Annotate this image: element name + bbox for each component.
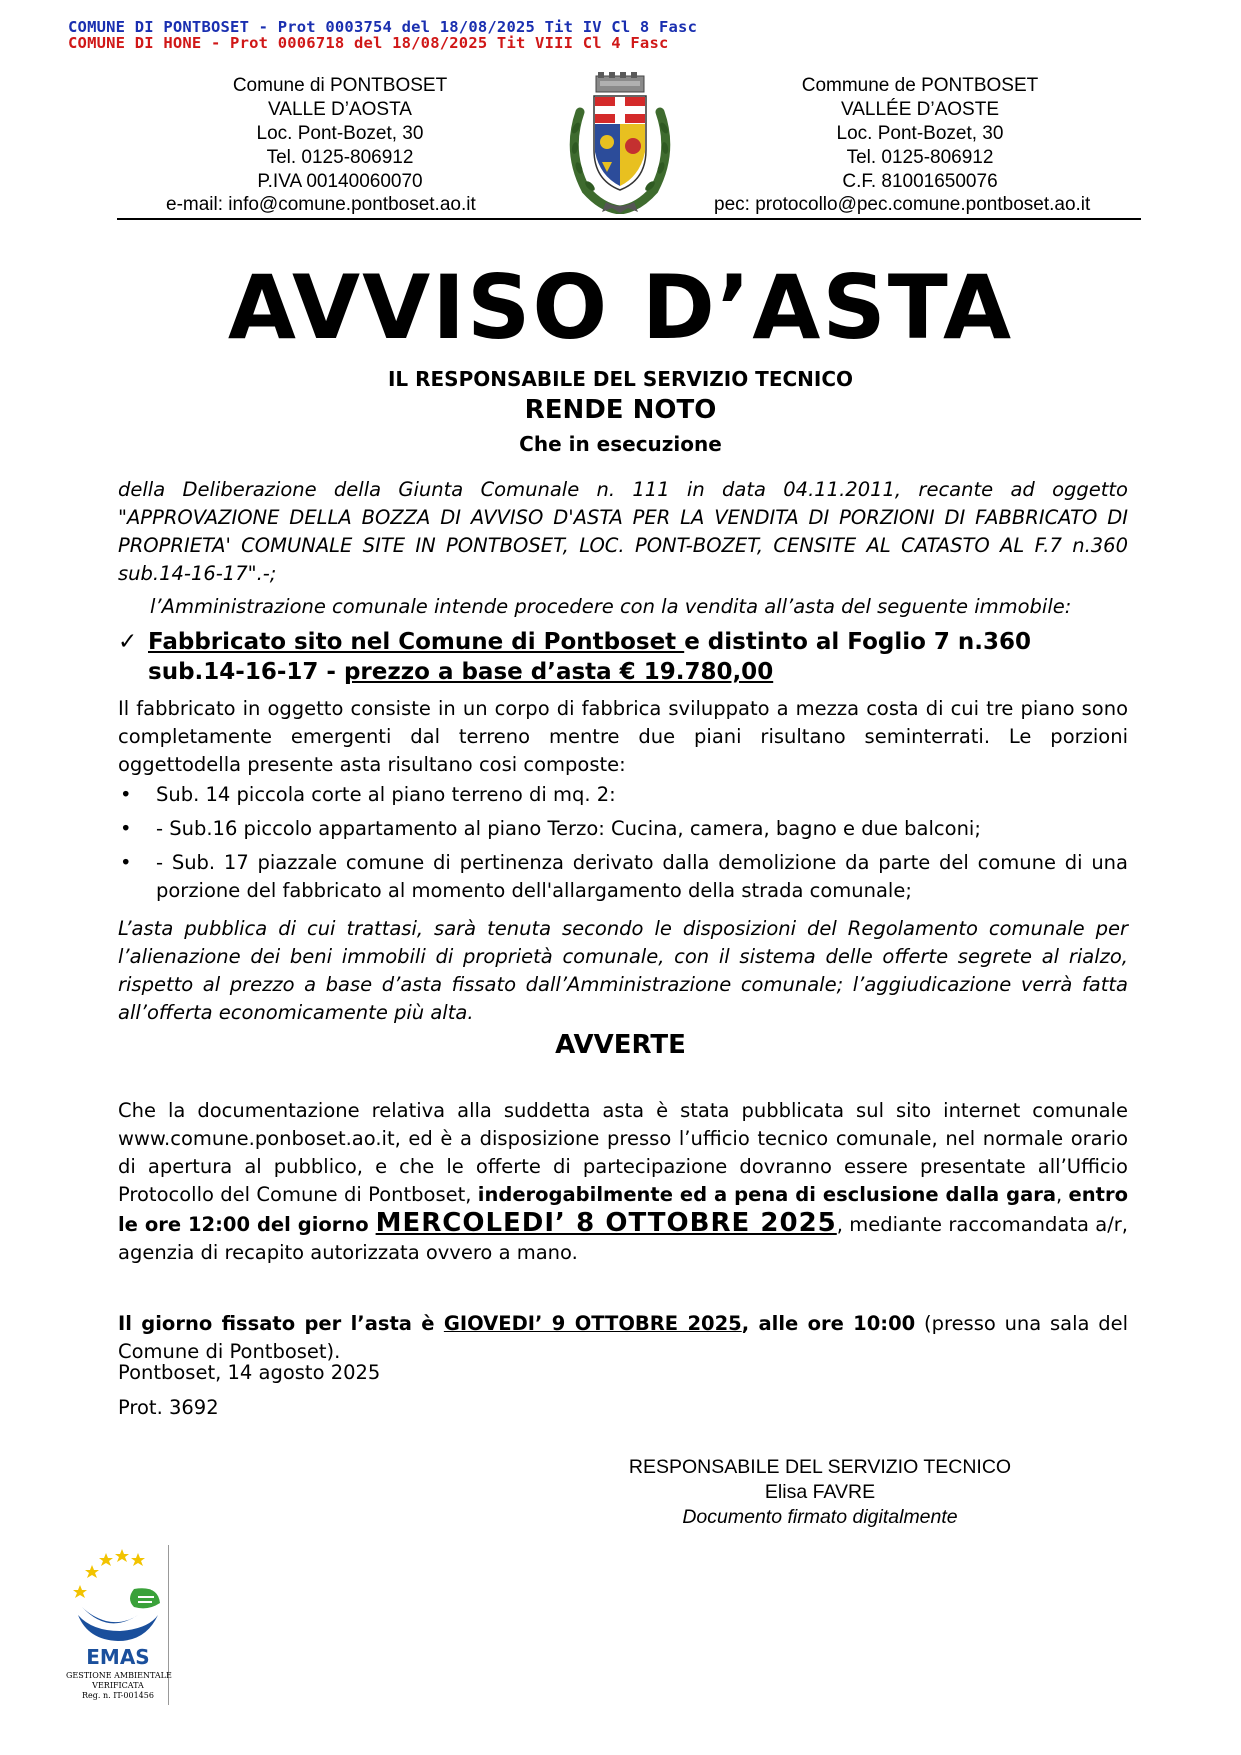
delivery-methods: , mediante raccomandata a/r, agenzia di recapito autorizzata ovvero a mano. (118, 1213, 1128, 1264)
checkmark-icon: ✓ (118, 629, 138, 655)
protocol-stamp-hone: COMUNE DI HONE - Prot 0006718 del 18/08/2025 Tit VIII Cl 4 Fasc (68, 34, 669, 52)
auction-location: (presso una sala del Comune di Pontboset). (118, 1312, 1129, 1363)
municipal-crest-icon (562, 72, 678, 214)
signature-note: Documento firmato digitalmente (682, 1506, 958, 1528)
auction-date-label: Il giorno fissato per l’asta è (118, 1312, 444, 1335)
emas-line: VERIFICATA (92, 1681, 144, 1690)
place-date: Pontboset, 14 agosto 2025 (118, 1361, 381, 1384)
letterhead-right-line: C.F. 81001650076 (842, 171, 998, 192)
list-item (118, 815, 1128, 843)
bullet-icon: • (120, 817, 132, 840)
signature-name: Elisa FAVRE (764, 1481, 876, 1503)
auction-date-paragraph (118, 1310, 1128, 1366)
letterhead-pec: pec: protocollo@pec.comune.pontboset.ao.it (714, 194, 1091, 215)
letterhead-left-line: Comune di PONTBOSET (232, 75, 448, 96)
auction-terms-paragraph: L’asta pubblica di cui trattasi, sarà tenuta secondo le disposizioni del Regolamento comunale per l’alienazione dei beni immobili di proprietà comunale, con il sistema delle offerte segrete al rialzo, rispetto al prezzo a base d’asta fissato dall’Amministrazione comunale; l’aggiudicazione verrà fatta all’offerta economicamente più alta. (118, 917, 1128, 1024)
protocol-number: Prot. 3692 (118, 1396, 219, 1419)
protocol-stamp-pontboset: COMUNE DI PONTBOSET - Prot 0003754 del 18/08/2025 Tit IV Cl 8 Fasc (68, 18, 698, 36)
rende-noto-heading: RENDE NOTO (524, 395, 717, 425)
letterhead-email: e-mail: info@comune.pontboset.ao.it (166, 194, 476, 215)
list-item-text: - Sub. 17 piazzale comune di pertinenza derivato dalla demolizione da parte del comune di una porzione del fabbricato al momento dell'allargamento della strada comunale; (156, 851, 1128, 902)
letterhead-left-line: VALLE D’AOSTA (268, 99, 412, 120)
property-item-text (118, 627, 1128, 687)
letterhead-left-line: Tel. 0125-806912 (266, 147, 414, 168)
esecuzione-heading: Che in esecuzione (519, 432, 722, 456)
header-divider (117, 218, 1141, 220)
subunit-list (118, 781, 1128, 905)
avverte-heading: AVVERTE (555, 1030, 686, 1060)
description-paragraph: Il fabbricato in oggetto consiste in un corpo di fabbrica sviluppato a mezza costa di cui tre piano sono completamente emergenti dal terreno mentre due piani risultano seminterrati. Le porzioni oggettodella presente asta risultano cosi composte: (118, 697, 1128, 776)
list-item-text: - Sub.16 piccolo appartamento al piano Terzo: Cucina, camera, bagno e due balconi; (156, 817, 981, 840)
list-item-text: Sub. 14 piccola corte al piano terreno di mq. 2: (156, 783, 616, 806)
list-item (118, 781, 1128, 809)
bullet-icon: • (120, 783, 132, 806)
letterhead-left-line: P.IVA 00140060070 (257, 171, 423, 192)
deadline-time: entro le ore 12:00 del giorno (118, 1183, 1128, 1236)
deadline-date: MERCOLEDI’ 8 OTTOBRE 2025 (375, 1208, 837, 1238)
emas-line: Reg. n. IT-001456 (82, 1691, 154, 1700)
emas-line: GESTIONE AMBIENTALE (66, 1671, 172, 1680)
letterhead-right-line: Commune de PONTBOSET (801, 75, 1039, 96)
auction-date: GIOVEDI’ 9 OTTOBRE 2025 (443, 1312, 742, 1335)
letterhead-right-line: VALLÉE D’AOSTE (840, 99, 1000, 120)
auction-time: , alle ore 10:00 (741, 1312, 916, 1335)
documentation-paragraph (118, 1097, 1128, 1267)
emas-label: EMAS (86, 1645, 150, 1669)
letterhead-right-line: Tel. 0125-806912 (846, 147, 994, 168)
intro-paragraph: l’Amministrazione comunale intende procedere con la vendita all’asta del seguente immobile: (150, 595, 1072, 618)
signature-role: RESPONSABILE DEL SERVIZIO TECNICO (628, 1456, 1012, 1478)
letterhead-left (130, 74, 550, 194)
property-item (118, 627, 1128, 687)
bullet-icon: • (120, 851, 132, 874)
property-cadastral: e distinto al Foglio 7 n.360 sub.14-16-17 - (148, 629, 1032, 685)
letterhead-right (700, 74, 1140, 194)
letterhead-left-line: Loc. Pont-Bozet, 30 (256, 123, 424, 144)
exclusion-clause: inderogabilmente ed a pena di esclusione dalla gara (477, 1183, 1056, 1206)
issuer-heading: IL RESPONSABILE DEL SERVIZIO TECNICO (387, 367, 854, 391)
property-location: Fabbricato sito nel Comune di Pontboset (148, 629, 685, 655)
letterhead-right-line: Loc. Pont-Bozet, 30 (836, 123, 1004, 144)
documentation-separator: , (1056, 1183, 1069, 1206)
list-item (118, 849, 1128, 905)
page-title: AVVISO D’ASTA (227, 256, 1014, 359)
documentation-text: Che la documentazione relativa alla suddetta asta è stata pubblicata sul sito internet comunale www.comune.ponboset.ao.it, ed è a disposizione presso l’ufficio tecnico comunale, nel normale orario di apertura al pubblico, e che le offerte di partecipazione dovranno essere presentate all’Ufficio Protocollo del Comune di Pontboset, (118, 1099, 1128, 1206)
property-base-price: prezzo a base d’asta € 19.780,00 (343, 659, 774, 685)
deliberazione-paragraph: della Deliberazione della Giunta Comunale n. 111 in data 04.11.2011, recante ad oggetto "APPROVAZIONE DELLA BOZZA DI AVVISO D'ASTA PER LA VENDITA DI PORZIONI DI FABBRICATO DI PROPRIETA' COMUNALE SITE IN PONTBOSET, LOC. PONT-BOZET, CENSITE AL CATASTO AL F.7 n.360 sub.14-16-17".-; (118, 478, 1128, 585)
